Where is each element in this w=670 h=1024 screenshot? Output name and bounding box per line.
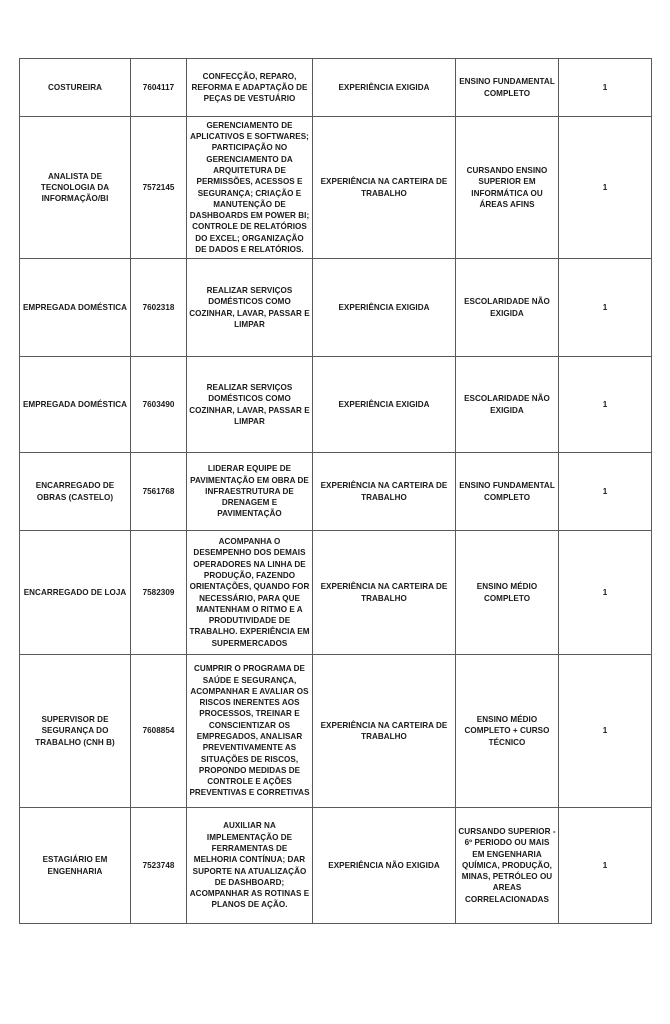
education-requirement-cell: ESCOLARIDADE NÃO EXIGIDA — [456, 259, 559, 357]
table-row — [20, 259, 652, 357]
education-requirement-cell: ESCOLARIDADE NÃO EXIGIDA — [456, 357, 559, 453]
table-row — [20, 117, 652, 259]
job-code-cell: 7561768 — [131, 453, 187, 531]
job-code-cell: 7523748 — [131, 808, 187, 924]
experience-requirement-cell: EXPERIÊNCIA NA CARTEIRA DE TRABALHO — [313, 453, 456, 531]
experience-requirement-cell: EXPERIÊNCIA EXIGIDA — [313, 259, 456, 357]
job-code-cell: 7608854 — [131, 655, 187, 808]
job-role-cell: ANALISTA DE TECNOLOGIA DA INFORMAÇÃO/BI — [20, 117, 131, 259]
job-role-cell: COSTUREIRA — [20, 59, 131, 117]
job-description-cell: ACOMPANHA O DESEMPENHO DOS DEMAIS OPERADORES NA LINHA DE PRODUÇÃO, FAZENDO ORIENTAÇÕES, QUANDO FOR NECESSÁRIO, PARA QUE MANTENHAM O RITMO E A PRODUTIVIDADE DE TRABALHO. EXPERIÊNCIA EM SUPERMERCADOS — [187, 531, 313, 655]
job-code-cell: 7582309 — [131, 531, 187, 655]
job-description-cell: REALIZAR SERVIÇOS DOMÉSTICOS COMO COZINHAR, LAVAR, PASSAR E LIMPAR — [187, 357, 313, 453]
job-description-cell: REALIZAR SERVIÇOS DOMÉSTICOS COMO COZINHAR, LAVAR, PASSAR E LIMPAR — [187, 259, 313, 357]
experience-requirement-cell: EXPERIÊNCIA EXIGIDA — [313, 59, 456, 117]
job-description-cell: GERENCIAMENTO DE APLICATIVOS E SOFTWARES; PARTICIPAÇÃO NO GERENCIAMENTO DA ARQUITETURA DE PERMISSÕES, ACESSOS E SEGURANÇA; CRIAÇÃO E MANUTENÇÃO DE DASHBOARDS EM POWER BI; CONTROLE DE RELATÓRIOS DO EXCEL; ORGANIZAÇÃO DE DADOS E RELATÓRIOS. — [187, 117, 313, 259]
job-description-cell: CONFECÇÃO, REPARO, REFORMA E ADAPTAÇÃO DE PEÇAS DE VESTUÁRIO — [187, 59, 313, 117]
experience-requirement-cell: EXPERIÊNCIA EXIGIDA — [313, 357, 456, 453]
education-requirement-cell: ENSINO MÉDIO COMPLETO + CURSO TÉCNICO — [456, 655, 559, 808]
job-role-cell: ENCARREGADO DE LOJA — [20, 531, 131, 655]
experience-requirement-cell: EXPERIÊNCIA NA CARTEIRA DE TRABALHO — [313, 655, 456, 808]
job-description-cell: CUMPRIR O PROGRAMA DE SAÚDE E SEGURANÇA, ACOMPANHAR E AVALIAR OS RISCOS INERENTES AOS PROCESSOS, TREINAR E CONSCIENTIZAR OS EMPREGADOS, ANALISAR PREVENTIVAMENTE AS SITUAÇÕES DE RISCOS, PROPONDO MEDIDAS DE CONTROLE E AÇÕES PREVENTIVAS E CORRETIVAS — [187, 655, 313, 808]
job-code-cell: 7572145 — [131, 117, 187, 259]
job-role-cell: ENCARREGADO DE OBRAS (CASTELO) — [20, 453, 131, 531]
vacancy-count-cell: 1 — [559, 59, 652, 117]
job-vacancies-table — [19, 58, 652, 924]
table-row — [20, 655, 652, 808]
education-requirement-cell: ENSINO FUNDAMENTAL COMPLETO — [456, 59, 559, 117]
job-description-cell: AUXILIAR NA IMPLEMENTAÇÃO DE FERRAMENTAS DE MELHORIA CONTÍNUA; DAR SUPORTE NA ATUALIZAÇÃO DE DASHBOARD; ACOMPANHAR AS ROTINAS E PLANOS DE AÇÃO. — [187, 808, 313, 924]
job-role-cell: ESTAGIÁRIO EM ENGENHARIA — [20, 808, 131, 924]
vacancy-count-cell: 1 — [559, 357, 652, 453]
experience-requirement-cell: EXPERIÊNCIA NA CARTEIRA DE TRABALHO — [313, 531, 456, 655]
job-code-cell: 7603490 — [131, 357, 187, 453]
vacancy-count-cell: 1 — [559, 808, 652, 924]
table-row — [20, 531, 652, 655]
vacancy-count-cell: 1 — [559, 259, 652, 357]
table-row — [20, 808, 652, 924]
experience-requirement-cell: EXPERIÊNCIA NA CARTEIRA DE TRABALHO — [313, 117, 456, 259]
job-role-cell: EMPREGADA DOMÉSTICA — [20, 357, 131, 453]
table-row — [20, 453, 652, 531]
job-description-cell: LIDERAR EQUIPE DE PAVIMENTAÇÃO EM OBRA DE INFRAESTRUTURA DE DRENAGEM E PAVIMENTAÇÃO — [187, 453, 313, 531]
job-role-cell: EMPREGADA DOMÉSTICA — [20, 259, 131, 357]
vacancy-count-cell: 1 — [559, 531, 652, 655]
education-requirement-cell: ENSINO MÉDIO COMPLETO — [456, 531, 559, 655]
table-row — [20, 357, 652, 453]
vacancy-count-cell: 1 — [559, 453, 652, 531]
education-requirement-cell: CURSANDO ENSINO SUPERIOR EM INFORMÁTICA OU ÁREAS AFINS — [456, 117, 559, 259]
job-role-cell: SUPERVISOR DE SEGURANÇA DO TRABALHO (CNH B) — [20, 655, 131, 808]
job-code-cell: 7602318 — [131, 259, 187, 357]
education-requirement-cell: CURSANDO SUPERIOR - 6º PERIODO OU MAIS EM ENGENHARIA QUÍMICA, PRODUÇÃO, MINAS, PETRÓLEO OU AREAS CORRELACIONADAS — [456, 808, 559, 924]
table-row — [20, 59, 652, 117]
vacancy-count-cell: 1 — [559, 117, 652, 259]
education-requirement-cell: ENSINO FUNDAMENTAL COMPLETO — [456, 453, 559, 531]
vacancy-count-cell: 1 — [559, 655, 652, 808]
job-code-cell: 7604117 — [131, 59, 187, 117]
experience-requirement-cell: EXPERIÊNCIA NÃO EXIGIDA — [313, 808, 456, 924]
